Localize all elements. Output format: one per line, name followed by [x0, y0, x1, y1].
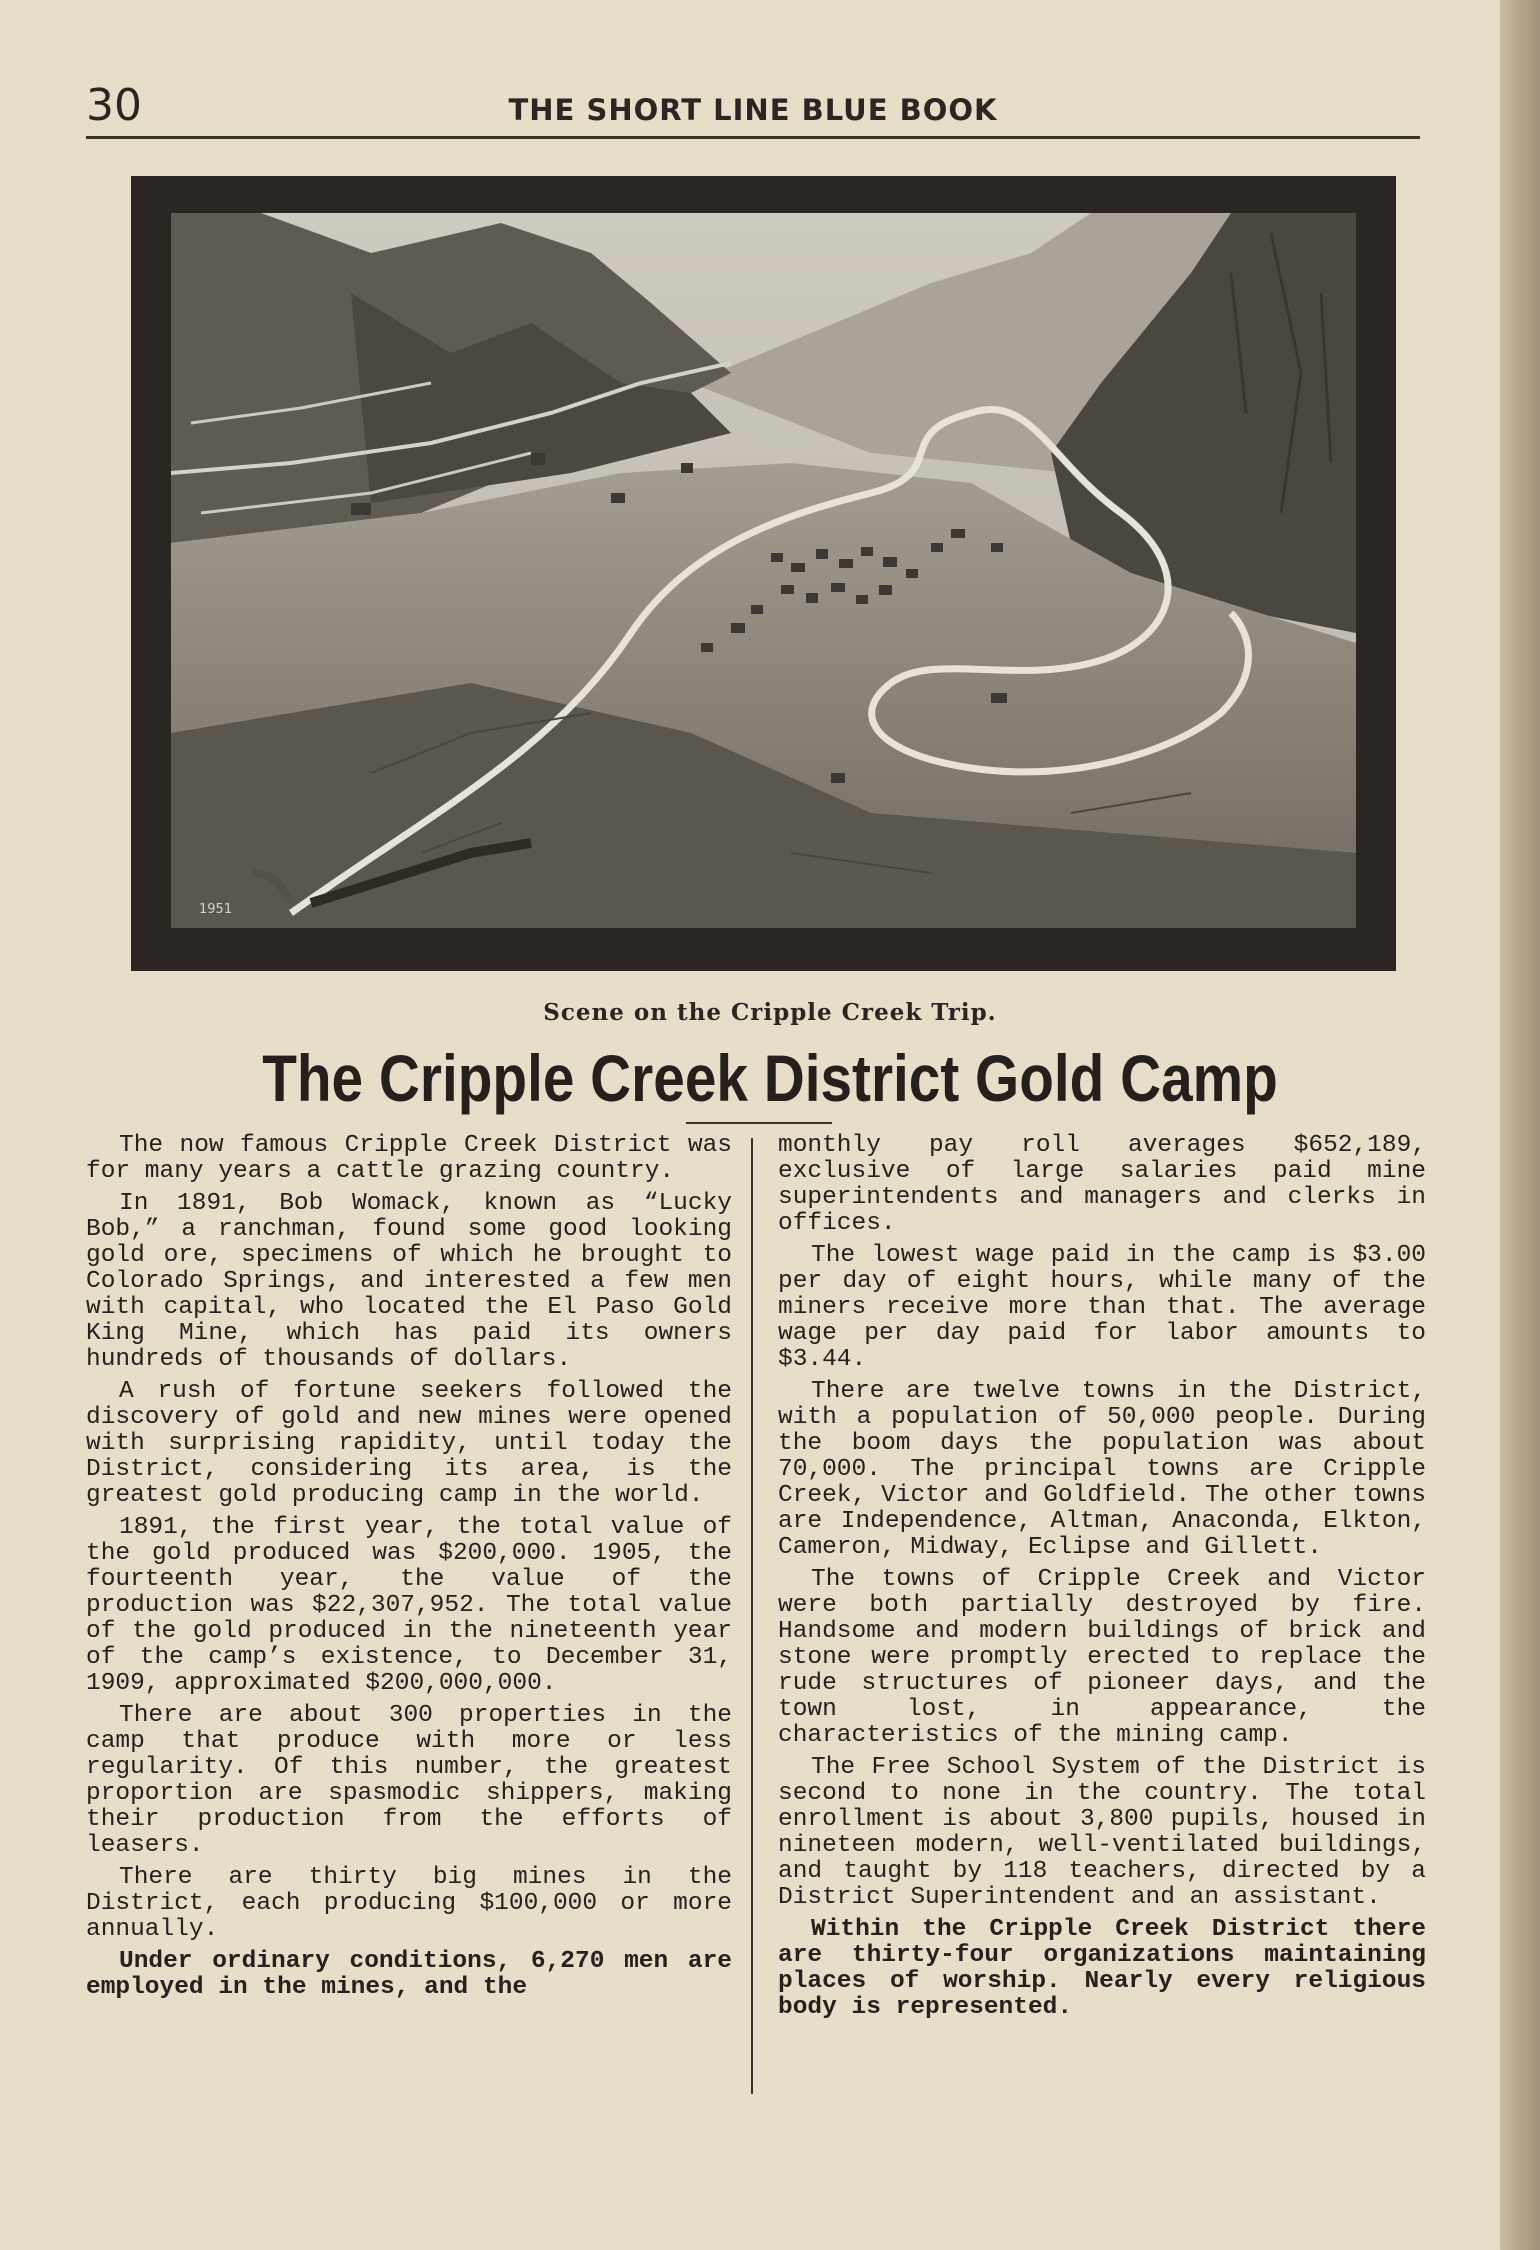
- running-title: THE SHORT LINE BLUE BOOK: [508, 93, 998, 127]
- page-header: [86, 80, 1420, 140]
- paragraph: The towns of Cripple Creek and Victor were both partially destroyed by fire. Handsome and modern buildings of brick and stone were promptly erected to replace the rude structures of pioneer days, and the town lost, in appearance, the characteristics of the mining camp.: [778, 1566, 1426, 1749]
- right-column: [778, 1133, 1426, 2027]
- title-rule: [686, 1122, 832, 1124]
- paragraph: 1891, the first year, the total value of the gold produced was $200,000. 1905, the fourteenth year, the value of the production was $22,307,952. The total value of the gold produced in the nineteenth year of the camp’s existence, to December 31, 1909, approximated $200,000,000.: [86, 1514, 732, 1697]
- paragraph: Within the Cripple Creek District there are thirty-four organizations maintaining places of worship. Nearly every religious body is represented.: [778, 1916, 1426, 2021]
- header-rule: [86, 136, 1420, 139]
- paragraph: The now famous Cripple Creek District was for many years a cattle grazing country.: [86, 1132, 732, 1185]
- page-number: 30: [86, 80, 142, 131]
- plate-number: 1951: [199, 902, 233, 917]
- paragraph: There are thirty big mines in the District, each producing $100,000 or more annually.: [86, 1864, 732, 1943]
- left-column: [86, 1133, 732, 2007]
- paragraph: A rush of fortune seekers followed the discovery of gold and new mines were opened with surprising rapidity, until today the District, considering its area, is the greatest gold producing camp in the world.: [86, 1378, 732, 1509]
- article-title: The Cripple Creek District Gold Camp: [262, 1041, 1278, 1115]
- paragraph: The lowest wage paid in the camp is $3.00 per day of eight hours, while many of the miners receive more than that. The average wage per day paid for labor amounts to $3.44.: [778, 1242, 1426, 1373]
- paragraph: monthly pay roll averages $652,189, exclusive of large salaries paid mine superintendents and managers and clerks in offices.: [778, 1132, 1426, 1237]
- paragraph: There are twelve towns in the District, with a population of 50,000 people. During the boom days the population was about 70,000. The principal towns are Cripple Creek, Victor and Goldfield. The other towns are Independence, Altman, Anaconda, Elkton, Cameron, Midway, Eclipse and Gillett.: [778, 1378, 1426, 1561]
- paragraph: Under ordinary conditions, 6,270 men are employed in the mines, and the: [86, 1948, 732, 2001]
- cripple-creek-scene-illustration: [171, 213, 1356, 928]
- paragraph: The Free School System of the District is second to none in the country. The total enrollment is about 3,800 pupils, housed in nineteen modern, well-ventilated buildings, and taught by 118 teachers, directed by a District Superintendent and an assistant.: [778, 1754, 1426, 1911]
- paragraph: There are about 300 properties in the camp that produce with more or less regularity. Of this number, the greatest proportion are spasmodic shippers, making their production from the efforts of leasers.: [86, 1702, 732, 1859]
- page-edge: [1500, 0, 1540, 2250]
- landscape-drawing: [171, 213, 1356, 928]
- column-divider: [751, 1138, 753, 2094]
- figure-caption: Scene on the Cripple Creek Trip.: [543, 999, 997, 1026]
- paragraph: In 1891, Bob Womack, known as “Lucky Bob,” a ranchman, found some good looking gold ore, specimens of which he brought to Colorado Springs, and interested a few men with capital, who located the El Paso Gold King Mine, which has paid its owners hundreds of thousands of dollars.: [86, 1190, 732, 1373]
- photo-frame: [131, 176, 1396, 971]
